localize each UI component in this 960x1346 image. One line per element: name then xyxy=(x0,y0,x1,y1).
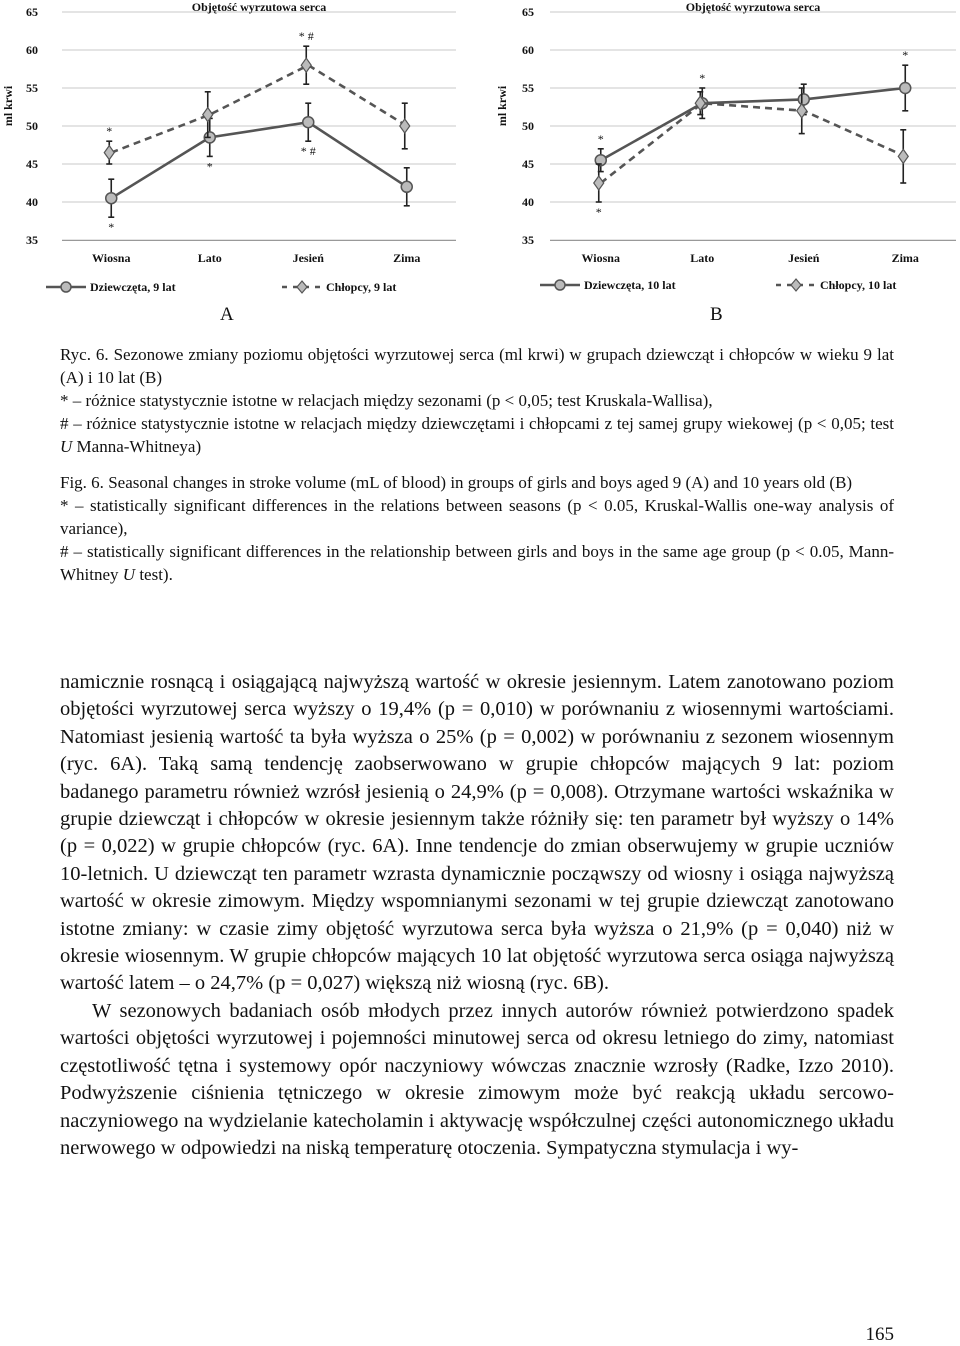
significance-marker: * xyxy=(902,48,909,63)
x-tick-label: Wiosna xyxy=(581,251,620,265)
y-tick-label: 40 xyxy=(522,195,534,209)
x-tick-label: Lato xyxy=(197,251,222,265)
y-tick-label: 35 xyxy=(522,233,534,247)
chart-a xyxy=(0,0,478,300)
legend-marker-circle xyxy=(61,282,71,292)
y-tick-label: 55 xyxy=(522,81,534,95)
x-tick-label: Zima xyxy=(393,251,421,265)
data-point-diamond xyxy=(898,149,908,163)
y-tick-label: 45 xyxy=(522,157,534,171)
y-axis-label: ml krwi xyxy=(495,85,509,127)
page-number: 165 xyxy=(865,1324,894,1345)
y-tick-label: 65 xyxy=(522,5,534,19)
caption-pl-note2-end: Manna-Whitneya) xyxy=(76,437,202,456)
caption-pl-note2-text: # – różnice statystycznie istotne w relacjach między dziewczętami i chłopcami z tej samej grupy wiekowej (p < 0,05; test xyxy=(60,414,894,433)
caption-en-note-seasons: * – statistically significant differences in the relations between seasons (p < 0.05, Kruskal-Wallis one-way analysis of variance), xyxy=(60,496,894,538)
chart-b xyxy=(492,0,960,300)
legend-marker-circle xyxy=(555,280,565,290)
x-tick-label: Wiosna xyxy=(92,251,131,265)
caption-en-note2-end: test). xyxy=(139,565,173,584)
significance-marker: * xyxy=(106,124,113,139)
caption-pl-note2-u: U xyxy=(60,437,73,456)
y-axis-label: ml krwi xyxy=(1,85,15,127)
significance-marker: * xyxy=(108,220,115,235)
caption-pl-title xyxy=(60,343,894,389)
significance-marker: * xyxy=(597,131,604,146)
significance-marker: * # xyxy=(300,144,316,159)
data-point-circle xyxy=(303,117,314,128)
data-point-diamond xyxy=(203,108,213,122)
series-line-girls xyxy=(601,88,906,160)
data-point-diamond xyxy=(594,176,604,190)
panel-label-b: B xyxy=(710,304,723,325)
chart-svg xyxy=(0,0,478,300)
y-tick-label: 35 xyxy=(26,233,38,247)
x-tick-label: Jesień xyxy=(788,251,820,265)
significance-marker: * xyxy=(699,71,706,85)
data-point-diamond xyxy=(104,146,114,160)
series-line-boys xyxy=(111,65,407,152)
y-tick-label: 50 xyxy=(26,119,38,133)
y-tick-label: 60 xyxy=(26,43,38,57)
caption-pl-fig: Ryc. 6. xyxy=(60,345,109,364)
y-tick-label: 55 xyxy=(26,81,38,95)
caption-en-fig: Fig. 6. xyxy=(60,473,104,492)
y-tick-label: 40 xyxy=(26,195,38,209)
data-point-circle xyxy=(401,181,412,192)
data-point-circle xyxy=(798,94,809,105)
caption-pl-note-seasons: * – różnice statystycznie istotne w relacjach między sezonami (p < 0,05; test Kruskala-Wallisa), xyxy=(60,391,713,410)
legend-label: Chłopcy, 9 lat xyxy=(326,280,397,294)
figure-caption-english xyxy=(60,471,894,586)
legend-label: Dziewczęta, 9 lat xyxy=(90,280,176,294)
significance-marker: * xyxy=(206,159,213,174)
caption-en-note2-u: U xyxy=(122,565,136,584)
caption-pl-text: Sezonowe zmiany poziomu objętości wyrzutowej serca (ml krwi) w grupach dziewcząt i chłopców w wieku 9 lat (A) i 10 lat (B) xyxy=(60,345,894,387)
x-tick-label: Jesień xyxy=(292,251,324,265)
caption-en-text: Seasonal changes in stroke volume (mL of blood) in groups of girls and boys aged 9 (A) and 10 years old (B) xyxy=(108,473,853,492)
significance-marker: * # xyxy=(298,29,314,44)
data-point-diamond xyxy=(301,58,311,72)
caption-pl-note-groups xyxy=(60,412,894,458)
y-tick-label: 65 xyxy=(26,5,38,19)
legend-label: Dziewczęta, 10 lat xyxy=(584,278,676,292)
y-tick-label: 50 xyxy=(522,119,534,133)
y-tick-label: 60 xyxy=(522,43,534,57)
series-line-boys xyxy=(601,103,906,183)
figure-caption-polish xyxy=(60,343,894,458)
y-tick-label: 45 xyxy=(26,157,38,171)
caption-en-title xyxy=(60,471,894,494)
panel-label-a: A xyxy=(220,304,234,325)
chart-title: Objętość wyrzutowa serca xyxy=(685,0,821,14)
significance-marker: * xyxy=(595,205,602,219)
chart-title: Objętość wyrzutowa serca xyxy=(191,0,327,14)
body-text xyxy=(60,669,894,1162)
x-tick-label: Zima xyxy=(891,251,919,265)
legend-marker-diamond xyxy=(297,281,307,293)
legend-label: Chłopcy, 10 lat xyxy=(820,278,897,292)
legend-marker-diamond xyxy=(791,279,801,291)
chart-svg xyxy=(492,0,960,300)
caption-en-note-groups xyxy=(60,540,894,586)
body-paragraph-2: W sezonowych badaniach osób młodych przez innych autorów również potwierdzono spadek wartości objętości wyrzutowej i pojemności minutowej serca od okresu letniego do zimy, natomiast częstotliwość tętna i systemowy opór naczyniowy wówczas znacznie wzrosły (Radke, Izzo 2010). Podwyższenie ciśnienia tętniczego w okresie zimowym może być reakcją układu sercowo-naczyniowego na wydzielanie katecholamin i aktywację współczulnej części autonomicznego układu nerwowego w odpowiedzi na niską temperaturę otoczenia. Sympatyczna stymulacja i wy- xyxy=(60,999,894,1159)
x-tick-label: Lato xyxy=(690,251,715,265)
body-paragraph-1: namicznie rosnącą i osiągającą najwyższą wartość w okresie jesiennym. Latem zanotowano poziom objętości wyrzutowej serca wyższy o 19,4% (p = 0,010) w porównaniu z wiosennymi wartościami. Natomiast jesienią wartość ta była wyższa o 25% (p = 0,002) w porównaniu z sezonem wiosennym (ryc. 6A). Taką samą tendencję zaobserwowano w grupie chłopców mających 9 lat: poziom badanego parametru również wzrósł jesienią o 24,9% (p = 0,008). Otrzymane wartości wskaźnika w grupie dziewcząt i chłopców w okresie jesiennym także różniły się: ten parametr był wyższy o 14% (p = 0,022) w grupie chłopców (ryc. 6A). Inne tendencje do zmian obserwujemy w grupie uczniów 10-letnich. U dziewcząt ten parametr wzrasta dynamicznie począwszy od wiosny i osiąga najwyższą wartość w okresie zimowym. Między wspomnianymi sezonami w tej grupie dziewcząt zanotowano istotne zmiany: w czasie zimy objętość wyrzutowa serca była wyższa o 21,9% (p = 0,040) niż w okresie wiosennym. W grupie chłopców mających 10 lat objętość wyrzutowa serca osiąga najwyższą wartość latem – o 24,7% (p = 0,027) większą niż wiosną (ryc. 6B). xyxy=(60,671,894,995)
data-point-diamond xyxy=(797,104,807,118)
series-line-girls xyxy=(111,122,407,198)
caption-en-note2-text: # – statistically significant differences in the relationship between girls and boys in the same age group (p < 0.05, Mann-Whitney xyxy=(60,542,894,584)
data-point-circle xyxy=(900,83,911,94)
data-point-circle xyxy=(106,193,117,204)
